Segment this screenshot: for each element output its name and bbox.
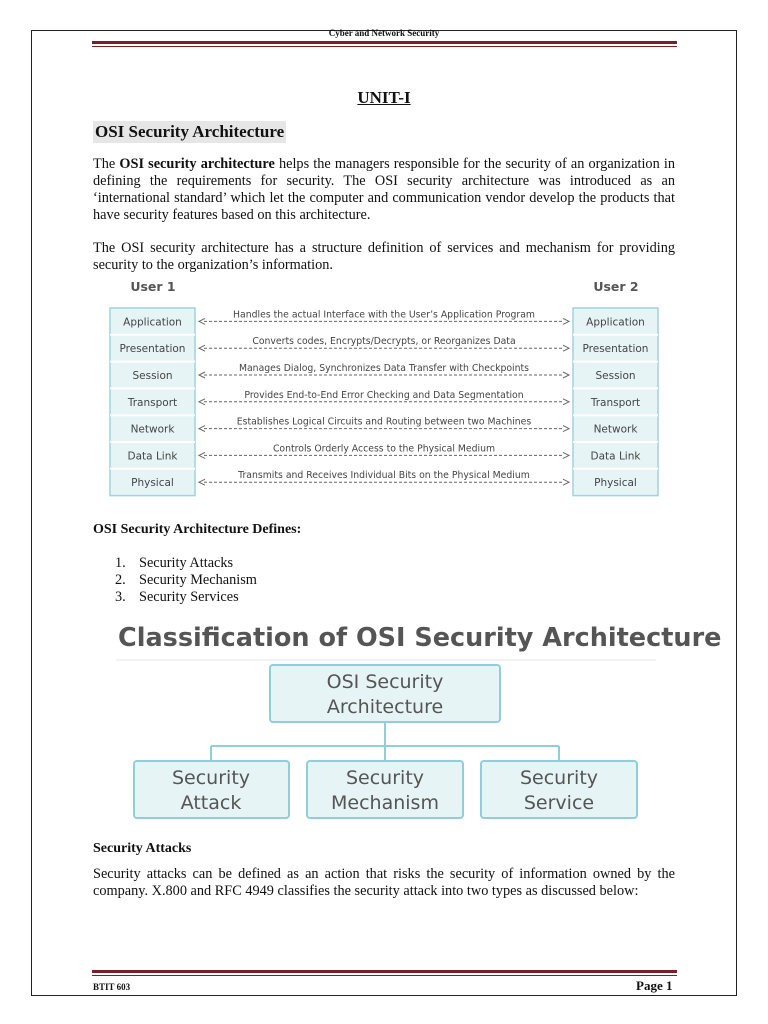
- user-1-layer-physical: Physical: [131, 477, 174, 490]
- svg-text:Security: Security: [519, 767, 599, 789]
- layer-description: Controls Orderly Access to the Physical Medium: [272, 443, 496, 455]
- osi-layers-diagram: [108, 276, 662, 502]
- layer-description: Transmits and Receives Individual Bits on the Physical Medium: [238, 470, 530, 482]
- svg-text:Security: Security: [345, 767, 425, 789]
- layer-description: Establishes Logical Circuits and Routing between two Machines: [236, 416, 532, 428]
- user-2-layer-physical: Physical: [594, 477, 637, 490]
- security-attack-node: [134, 761, 289, 818]
- user-1-layer-network: Network: [130, 423, 175, 436]
- footer-rule: [92, 970, 677, 976]
- svg-text:Service: Service: [523, 792, 595, 814]
- user-1-layer-session: Session: [132, 370, 173, 382]
- svg-text:Attack: Attack: [180, 792, 242, 814]
- arrow-head-right: [563, 345, 569, 351]
- svg-text:Architecture: Architecture: [326, 696, 444, 718]
- security-service-node: [481, 761, 637, 818]
- user-1-layer-transport: Transport: [127, 396, 178, 409]
- arrow-head-right: [563, 318, 569, 324]
- header-rule: [92, 41, 677, 47]
- classification-diagram: [112, 615, 722, 827]
- intro-paragraph: The OSI security architecture helps the managers responsible for the security of an organization in defining the requirements for security. The OSI security architecture was introduced as an ‘international standard’ which let the computer and communication vendor develop the products that have security features based on this architecture.: [93, 156, 675, 223]
- classification-title: Classification of OSI Security Architecture: [118, 623, 722, 653]
- layer-description: Manages Dialog, Synchronizes Data Transfer with Checkpoints: [238, 363, 530, 374]
- user-1-layer-data-link: Data Link: [127, 450, 178, 463]
- user-2-layer-data-link: Data Link: [590, 450, 641, 463]
- user-2-layer-transport: Transport: [590, 396, 641, 409]
- defines-list: [115, 555, 257, 606]
- svg-text:Mechanism: Mechanism: [331, 792, 439, 814]
- tree-connectors: [211, 722, 559, 761]
- unit-title: UNIT-I: [357, 88, 411, 107]
- user-1-label: User 1: [130, 279, 176, 294]
- layer-description: Provides End-to-End Error Checking and Data Segmentation: [244, 389, 524, 401]
- attacks-paragraph: Security attacks can be defined as an action that risks the security of information owned by the company. X.800 and RFC 4949 classifies the security attack into two types as discussed below:: [93, 866, 675, 899]
- arrow-head-right: [563, 426, 569, 432]
- user-2-layer-application: Application: [586, 316, 645, 329]
- arrow-head-right: [563, 399, 569, 405]
- running-header: Cyber and Network Security: [328, 28, 440, 38]
- structure-paragraph: The OSI security architecture has a structure definition of services and mechanism for providing security to the organization’s information.: [93, 240, 675, 273]
- arrow-head-right: [563, 372, 569, 378]
- root-node: [270, 665, 500, 722]
- user-2-label: User 2: [593, 279, 639, 294]
- list-item: 3. Security Services: [115, 589, 239, 605]
- user-2-layer-presentation: Presentation: [582, 343, 649, 356]
- svg-text:Security: Security: [171, 767, 251, 789]
- user-1-layer-application: Application: [123, 316, 182, 329]
- layer-description: Converts codes, Encrypts/Decrypts, or Reorganizes Data: [252, 336, 516, 348]
- attacks-heading: Security Attacks: [93, 841, 192, 856]
- svg-text:OSI Security: OSI Security: [326, 671, 444, 693]
- section-heading: OSI Security Architecture: [95, 122, 285, 141]
- page-number: Page 1: [636, 978, 673, 993]
- arrow-head-right: [563, 479, 569, 485]
- defines-heading: OSI Security Architecture Defines:: [93, 522, 302, 537]
- layer-description: Handles the actual Interface with the User’s Application Program: [233, 309, 535, 321]
- user-2-layer-session: Session: [595, 370, 636, 382]
- user-2-layer-network: Network: [593, 423, 638, 436]
- list-item: 1. Security Attacks: [115, 555, 234, 571]
- course-code: BTIT 603: [93, 982, 131, 992]
- list-item: 2. Security Mechanism: [115, 572, 257, 588]
- intro-term: OSI security architecture: [119, 156, 275, 172]
- arrow-head-right: [563, 452, 569, 458]
- security-mechanism-node: [307, 761, 463, 818]
- user-1-layer-presentation: Presentation: [119, 343, 186, 356]
